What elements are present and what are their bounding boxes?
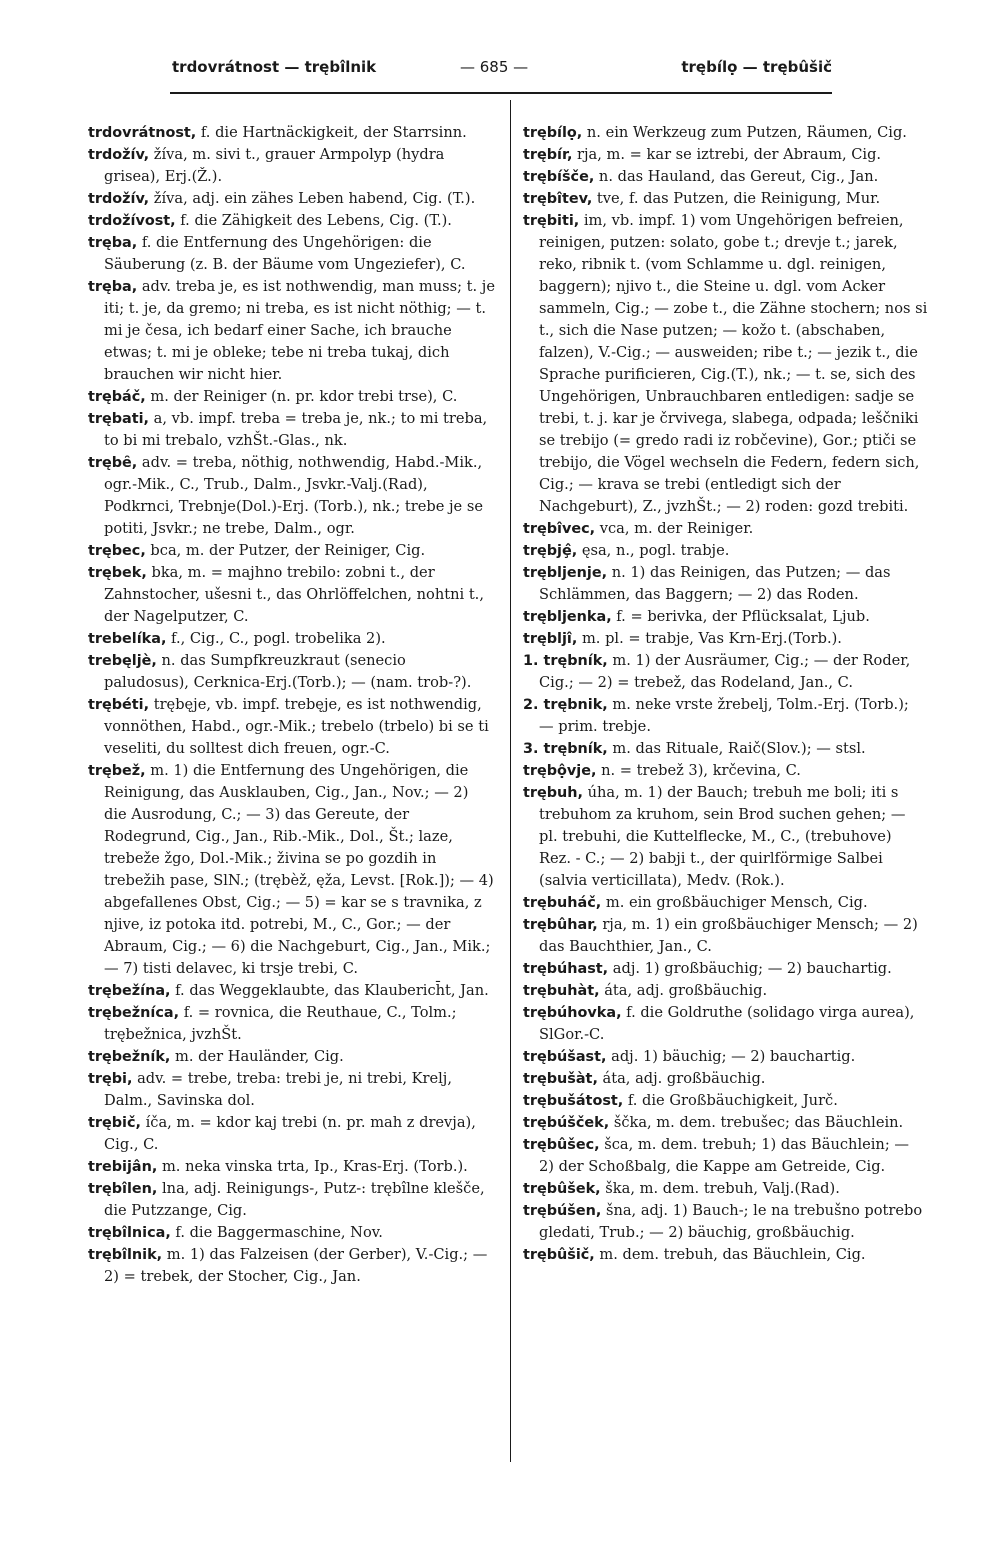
entry-headword: trdožív,	[88, 191, 150, 207]
entry-definition: f. = rovnica, die Reuthaue, C., Tolm.; trębežnica, jvzhŠt.	[104, 1004, 457, 1043]
entry-definition: ščka, m. dem. trebušec; das Bäuchlein.	[609, 1114, 904, 1131]
dictionary-entry	[88, 276, 495, 386]
entry-headword: trębûšec,	[523, 1137, 600, 1153]
dictionary-entry	[523, 738, 928, 760]
entry-definition: áta, adj. großbäuchig.	[599, 982, 768, 999]
entry-headword: trębúšček,	[523, 1115, 610, 1131]
dictionary-entry	[523, 1112, 928, 1134]
dictionary-entry	[88, 694, 495, 760]
entry-definition: n. 1) das Reinigen, das Putzen; — das Schlämmen, das Baggern; — 2) das Roden.	[539, 564, 891, 603]
entry-headword: trębiti,	[523, 213, 580, 229]
entry-definition: žíva, adj. ein zähes Leben habend, Cig. (T.).	[149, 190, 476, 207]
dictionary-entry	[523, 914, 928, 958]
entry-headword: trębîlnik,	[88, 1247, 163, 1263]
dictionary-entry	[88, 386, 495, 408]
dictionary-entry	[523, 562, 928, 606]
page-number: — 685 —	[460, 58, 529, 76]
dictionary-entry	[88, 188, 495, 210]
entry-headword: trębộvje,	[523, 763, 597, 779]
entry-headword: trębír,	[523, 147, 573, 163]
entry-definition: n. das Hauland, das Gereut, Cig., Jan.	[594, 168, 879, 185]
entry-definition: bka, m. = majhno trebilo: zobni t., der Zahnstocher, ušesni t., das Ohrlöffelchen, nohtni t., der Nagelputzer, C.	[104, 564, 484, 625]
dictionary-entry	[523, 210, 928, 518]
dictionary-entry	[523, 980, 928, 1002]
dictionary-entry	[523, 540, 928, 562]
dictionary-entry	[88, 1222, 495, 1244]
dictionary-entry	[88, 650, 495, 694]
entry-headword: trębúšast,	[523, 1049, 607, 1065]
entry-definition: m. 1) die Entfernung des Ungehörigen, die Reinigung, das Ausklauben, Cig., Jan., Nov.; — 2) die Ausrodung, C.; — 3) das Gereute, der Rodegrund, Cig., Jan., Rib.-Mik., Dol., Št.; laze, trebeže žgo, Dol.-Mik.; živina se po gozdih in trebežih pase, SlN.; (trębèž, ęža, Levst. [Rok.]); — 4) abgefallenes Obst, Cig.; — 5) = kar se s travnika, z njive, iz potoka itd. potrebi, M., C., Gor.; — der Abraum, Cig.; — 6) die Nachgeburt, Cig., Jan., Mik.; — 7) tisti delavec, ki trsje trebi, C.	[104, 762, 494, 977]
entry-definition: f. = berivka, der Pflücksalat, Ljub.	[611, 608, 870, 625]
dictionary-entry	[88, 1178, 495, 1222]
entry-definition: šna, adj. 1) Bauch-; le na trebušno potrebo gledati, Trub.; — 2) bäuchig, großbäuchig.	[539, 1202, 923, 1241]
entry-definition: adv. = trebe, treba: trebi je, ni trebi, Krelj, Dalm., Savinska dol.	[104, 1070, 452, 1109]
dictionary-entry	[523, 628, 928, 650]
entry-definition: f. das Weggeklaubte, das Klauberich̄t, Jan.	[170, 982, 489, 999]
entry-definition: im, vb. impf. 1) vom Ungehörigen befreien, reinigen, putzen: solato, gobe t.; drevje t.; jarek, reko, ribnik t. (vom Schlamme u. dgl. reinigen, baggern); njivo t., die Steine u. dgl. vom Acker sammeln, Cig.; — zobe t., die Zähne stochern; nos si t., sich die Nase putzen; — kožo t. (abschaben, falzen), V.-Cig.; — ausweiden; ribe t.; — jezik t., die Sprache purificieren, Cig.(T.), nk.; — t. se, sich des Ungehörigen, Unbrauchbaren entledigen: sadje se trebi, t. j. kar je črvivega, slabega, odpada; leščniki se trebijo (= gredo radi iz robčevine), Gor.; ptiči se trebijo, die Vögel wechseln die Federn, federn sich, Cig.; — krava se trebi (entledigt sich der Nachgeburt), Z., jvzhŠt.; — 2) roden: gozd trebiti.	[539, 212, 928, 515]
dictionary-entry	[523, 782, 928, 892]
entry-headword: trębič,	[88, 1115, 141, 1131]
entry-definition: m. neke vrste žrebelj, Tolm.-Erj. (Torb.); — prim. trebje.	[539, 696, 909, 735]
entry-headword: trdožív,	[88, 147, 150, 163]
entry-definition: rja, m. = kar se iztrebi, der Abraum, Cig.	[572, 146, 882, 163]
entry-headword: trębúšen,	[523, 1203, 602, 1219]
entry-headword: 3. trębník,	[523, 741, 608, 757]
dictionary-entry	[523, 144, 928, 166]
entry-headword: trębjȩ̂,	[523, 543, 578, 559]
entry-headword: trębež,	[88, 763, 146, 779]
entry-headword: trębežník,	[88, 1049, 171, 1065]
dictionary-entry	[88, 1112, 495, 1156]
dictionary-entry	[88, 628, 495, 650]
dictionary-entry	[523, 1002, 928, 1046]
entry-definition: n. das Sumpfkreuzkraut (senecio paludosus), Cerknica-Erj.(Torb.); — (nam. trob-?).	[104, 652, 472, 691]
dictionary-entry	[88, 232, 495, 276]
entry-headword: trębîtev,	[523, 191, 593, 207]
dictionary-entry	[88, 1068, 495, 1112]
entry-definition: adv. treba je, es ist nothwendig, man muss; t. je iti; t. je, da gremo; ni treba, es ist nicht nöthig; — t. mi je česa, ich bedarf einer Sache, ich brauche etwas; t. mi je obleke; tebe ni treba tukaj, dich brauchen wir nicht hier.	[104, 278, 495, 383]
entry-headword: trębîlnica,	[88, 1225, 171, 1241]
entry-definition: f. die Großbäuchigkeit, Jurč.	[623, 1092, 838, 1109]
dictionary-entry	[523, 1090, 928, 1112]
entry-headword: 1. trębník,	[523, 653, 608, 669]
left-column	[88, 122, 495, 1288]
entry-headword: trebelíka,	[88, 631, 167, 647]
dictionary-entry	[523, 1244, 928, 1266]
dictionary-entry	[88, 1002, 495, 1046]
dictionary-entry	[523, 892, 928, 914]
entry-definition: f. die Zähigkeit des Lebens, Cig. (T.).	[175, 212, 452, 229]
entry-headword: tręba,	[88, 279, 138, 295]
entry-headword: trębûšek,	[523, 1181, 601, 1197]
right-column	[523, 122, 928, 1266]
entry-definition: adj. 1) bäuchig; — 2) bauchartig.	[606, 1048, 856, 1065]
dictionary-entry	[88, 1244, 495, 1288]
entry-definition: m. pl. = trabje, Vas Krn-Erj.(Torb.).	[577, 630, 842, 647]
entry-definition: m. 1) das Falzeisen (der Gerber), V.-Cig.; — 2) = trebek, der Stocher, Cig., Jan.	[104, 1246, 488, 1285]
entry-headword: trebęljè,	[88, 653, 157, 669]
dictionary-entry	[88, 408, 495, 452]
entry-definition: úha, m. 1) der Bauch; trebuh me boli; iti s trebuhom za kruhom, sein Brod suchen gehen; — pl. trebuhi, die Kuttelflecke, M., C., (trebuhove) Rez. - C.; — 2) babji t., der quirlförmige Salbei (salvia verticillata), Medv. (Rok.).	[539, 784, 906, 889]
entry-headword: trębúhast,	[523, 961, 609, 977]
entry-headword: trebijân,	[88, 1159, 158, 1175]
dictionary-entry	[523, 1178, 928, 1200]
entry-headword: trębežína,	[88, 983, 171, 999]
entry-headword: trębȇ,	[88, 455, 138, 471]
entry-headword: trębéti,	[88, 697, 150, 713]
dictionary-entry	[523, 1200, 928, 1244]
dictionary-entry	[88, 210, 495, 232]
header-left-guideword: trdovrátnost — trębîlnik	[172, 58, 377, 76]
dictionary-entry	[88, 562, 495, 628]
entry-headword: trdožívost,	[88, 213, 176, 229]
column-divider	[510, 100, 511, 1462]
entry-definition: m. der Hauländer, Cig.	[170, 1048, 344, 1065]
entry-definition: lna, adj. Reinigungs-, Putz-: trębîlne klešče, die Putzzange, Cig.	[104, 1180, 485, 1219]
entry-headword: trębûšič,	[523, 1247, 595, 1263]
entry-definition: ška, m. dem. trebuh, Valj.(Rad).	[600, 1180, 840, 1197]
entry-headword: trębîlen,	[88, 1181, 158, 1197]
dictionary-entry	[88, 540, 495, 562]
entry-definition: tve, f. das Putzen, die Reinigung, Mur.	[592, 190, 881, 207]
dictionary-entry	[88, 144, 495, 188]
dictionary-entry	[523, 166, 928, 188]
dictionary-entry	[523, 1046, 928, 1068]
entry-definition: m. neka vinska trta, Ip., Kras-Erj. (Torb.).	[157, 1158, 468, 1175]
entry-headword: trębljenje,	[523, 565, 608, 581]
entry-headword: 2. trębnik,	[523, 697, 608, 713]
entry-headword: trębati,	[88, 411, 150, 427]
dictionary-entry	[523, 958, 928, 980]
entry-headword: trębušàt,	[523, 1071, 598, 1087]
dictionary-entry	[523, 694, 928, 738]
entry-definition: bca, m. der Putzer, der Reiniger, Cig.	[145, 542, 426, 559]
entry-definition: m. der Reiniger (n. pr. kdor trebi trse), C.	[145, 388, 458, 405]
running-header	[172, 58, 832, 86]
entry-definition: áta, adj. großbäuchig.	[597, 1070, 766, 1087]
entry-definition: trębęje, vb. impf. trebęje, es ist nothwendig, vonnöthen, Habd., ogr.-Mik.; trebelo (trbelo) bi se ti veseliti, du solltest dich freuen, ogr.-C.	[104, 696, 489, 757]
entry-headword: trębi,	[88, 1071, 133, 1087]
dictionary-entry	[88, 122, 495, 144]
entry-headword: trębek,	[88, 565, 147, 581]
entry-definition: n. ein Werkzeug zum Putzen, Räumen, Cig.	[582, 124, 907, 141]
dictionary-entry	[523, 1068, 928, 1090]
dictionary-entry	[88, 1156, 495, 1178]
entry-definition: f. die Baggermaschine, Nov.	[170, 1224, 383, 1241]
dictionary-entry	[88, 452, 495, 540]
entry-definition: f. die Goldruthe (solidago virga aurea), SlGor.-C.	[539, 1004, 915, 1043]
entry-definition: ęsa, n., pogl. trabje.	[577, 542, 730, 559]
entry-definition: íča, m. = kdor kaj trebi (n. pr. mah z drevja), Cig., C.	[104, 1114, 476, 1153]
dictionary-entry	[523, 606, 928, 628]
entry-definition: m. 1) der Ausräumer, Cig.; — der Roder, Cig.; — 2) = trebež, das Rodeland, Jan., C.	[539, 652, 911, 691]
entry-headword: trębežníca,	[88, 1005, 180, 1021]
entry-headword: trębuháč,	[523, 895, 602, 911]
entry-headword: trębljenka,	[523, 609, 612, 625]
dictionary-entry	[88, 1046, 495, 1068]
entry-definition: m. das Rituale, Raič(Slov.); — stsl.	[607, 740, 866, 757]
entry-headword: trębuh,	[523, 785, 583, 801]
entry-headword: trębec,	[88, 543, 146, 559]
entry-definition: adj. 1) großbäuchig; — 2) bauchartig.	[608, 960, 892, 977]
entry-headword: trębílọ,	[523, 125, 583, 141]
entry-headword: trębljî,	[523, 631, 578, 647]
header-rule	[170, 92, 832, 94]
dictionary-entry	[88, 760, 495, 980]
entry-definition: vca, m. der Reiniger.	[595, 520, 754, 537]
dictionary-entry	[523, 188, 928, 210]
entry-definition: adv. = treba, nöthig, nothwendig, Habd.-Mik., ogr.-Mik., C., Trub., Dalm., Jsvkr.-Valj.(Rad), Podkrnci, Trebnje(Dol.)-Erj. (Torb.), nk.; trebe je se potiti, Jsvkr.; ne trebe, Dalm., ogr.	[104, 454, 483, 537]
entry-definition: rja, m. 1) ein großbäuchiger Mensch; — 2) das Bauchthier, Jan., C.	[539, 916, 918, 955]
entry-headword: trębûhar,	[523, 917, 598, 933]
entry-headword: trębáč,	[88, 389, 146, 405]
dictionary-entry	[523, 518, 928, 540]
entry-headword: tręba,	[88, 235, 138, 251]
entry-definition: žíva, m. sivi t., grauer Armpolyp (hydra grisea), Erj.(Ž.).	[104, 146, 445, 185]
dictionary-entry	[523, 1134, 928, 1178]
entry-definition: f. die Hartnäckigkeit, der Starrsinn.	[196, 124, 467, 141]
entry-definition: a, vb. impf. treba = treba je, nk.; to mi treba, to bi mi trebalo, vzhŠt.-Glas., nk.	[104, 410, 488, 449]
entry-definition: šca, m. dem. trebuh; 1) das Bäuchlein; — 2) der Schoßbalg, die Kappe am Getreide, Cig.	[539, 1136, 909, 1175]
entry-headword: trębîvec,	[523, 521, 596, 537]
entry-headword: trdovrátnost,	[88, 125, 197, 141]
dictionary-entry	[523, 122, 928, 144]
entry-definition: m. ein großbäuchiger Mensch, Cig.	[601, 894, 868, 911]
entry-definition: f. die Entfernung des Ungehörigen: die Säuberung (z. B. der Bäume vom Ungeziefer), C.	[104, 234, 466, 273]
entry-definition: m. dem. trebuh, das Bäuchlein, Cig.	[594, 1246, 866, 1263]
dictionary-entry	[523, 650, 928, 694]
entry-headword: trębušátost,	[523, 1093, 624, 1109]
entry-headword: trębuhàt,	[523, 983, 600, 999]
entry-headword: trębúhovka,	[523, 1005, 622, 1021]
entry-definition: n. = trebež 3), krčevina, C.	[596, 762, 801, 779]
header-right-guideword: trębílọ — trębûšič	[681, 58, 832, 76]
dictionary-entry	[88, 980, 495, 1002]
entry-headword: trębíšče,	[523, 169, 595, 185]
dictionary-entry	[523, 760, 928, 782]
entry-definition: f., Cig., C., pogl. trobelika 2).	[166, 630, 386, 647]
